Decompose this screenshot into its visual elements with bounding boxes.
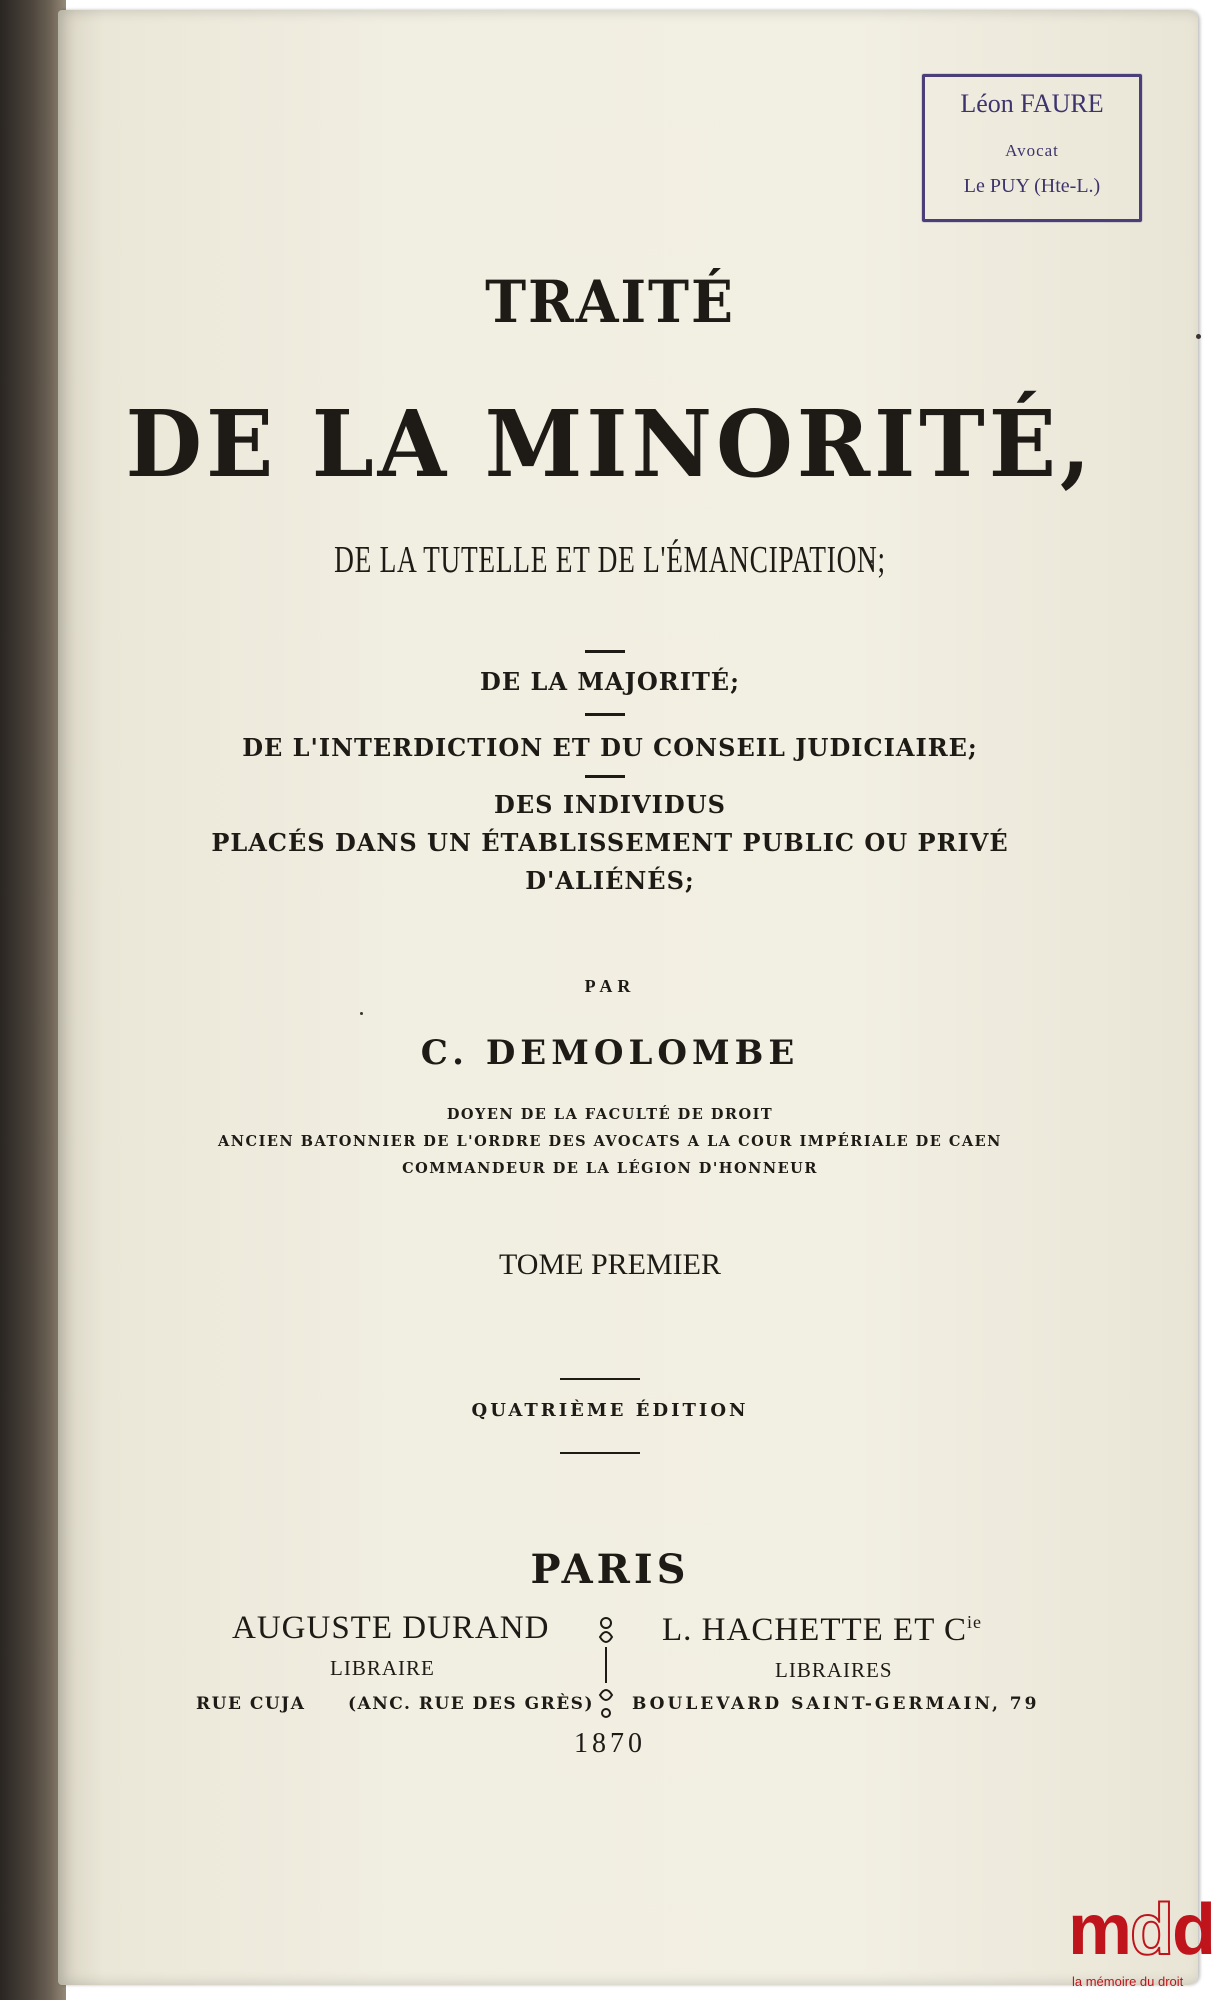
book-binding-shadow xyxy=(0,0,66,2000)
svg-text:m: m xyxy=(1068,1896,1129,1962)
fleuron-ornament-icon xyxy=(596,1613,616,1723)
by-label: PAR xyxy=(584,976,636,996)
divider xyxy=(585,650,625,653)
publisher-left-role: LIBRAIRE xyxy=(330,1656,435,1680)
edition-label: QUATRIÈME ÉDITION xyxy=(471,1400,749,1421)
title-line-2: DE LA MINORITÉ, xyxy=(125,390,1095,498)
section-places: PLACÉS DANS UN ÉTABLISSEMENT PUBLIC OU PRIVÉ xyxy=(211,828,1009,857)
publisher-right-role: LIBRAIRES xyxy=(775,1658,893,1682)
publisher-left-note: (ANC. RUE DES GRÈS) xyxy=(348,1694,594,1714)
stamp-profession: Avocat xyxy=(1005,141,1059,160)
svg-text:d: d xyxy=(1172,1896,1212,1962)
paper-spot xyxy=(360,1012,363,1015)
paper-spot xyxy=(1196,334,1201,339)
publisher-right-name xyxy=(662,1612,982,1649)
author-title: COMMANDEUR DE LA LÉGION D'HONNEUR xyxy=(402,1160,818,1177)
publisher-left-name: AUGUSTE DURAND xyxy=(232,1610,550,1646)
divider xyxy=(560,1452,640,1454)
volume-label: TOME PREMIER xyxy=(499,1248,721,1281)
author-title: DOYEN DE LA FACULTÉ DE DROIT xyxy=(446,1106,774,1123)
author-name: C. DEMOLOMBE xyxy=(420,1033,800,1073)
city-label: PARIS xyxy=(530,1546,690,1593)
stamp-name: Léon FAURE xyxy=(960,89,1104,118)
mdd-tagline: la mémoire du droit xyxy=(1072,1974,1184,1989)
publication-year: 1870 xyxy=(574,1728,646,1759)
mdd-logo-icon xyxy=(1068,1896,1218,1962)
svg-text:d: d xyxy=(1130,1896,1170,1962)
divider xyxy=(585,775,625,778)
publisher-right-name-text: L. HACHETTE ET C xyxy=(662,1612,968,1648)
publisher-right-name-sup: ie xyxy=(967,1612,983,1632)
subtitle: DE LA TUTELLE ET DE L'ÉMANCIPATION; xyxy=(334,539,886,581)
divider xyxy=(560,1378,640,1380)
publisher-right-address: BOULEVARD SAINT-GERMAIN, 79 xyxy=(632,1694,1040,1714)
section-alienes: D'ALIÉNÉS; xyxy=(525,866,695,895)
section-majorite: DE LA MAJORITÉ; xyxy=(480,667,740,696)
section-individus: DES INDIVIDUS xyxy=(494,790,726,819)
section-interdiction: DE L'INTERDICTION ET DU CONSEIL JUDICIAIRE; xyxy=(242,733,978,762)
stamp-location: Le PUY (Hte-L.) xyxy=(963,175,1101,197)
publisher-left-street: RUE CUJA xyxy=(196,1694,306,1714)
owner-stamp xyxy=(922,74,1142,222)
title-line-1: TRAITÉ xyxy=(485,268,735,336)
author-title: ANCIEN BATONNIER DE L'ORDRE DES AVOCATS A LA COUR IMPÉRIALE DE CAEN xyxy=(218,1133,1002,1150)
divider xyxy=(585,713,625,716)
